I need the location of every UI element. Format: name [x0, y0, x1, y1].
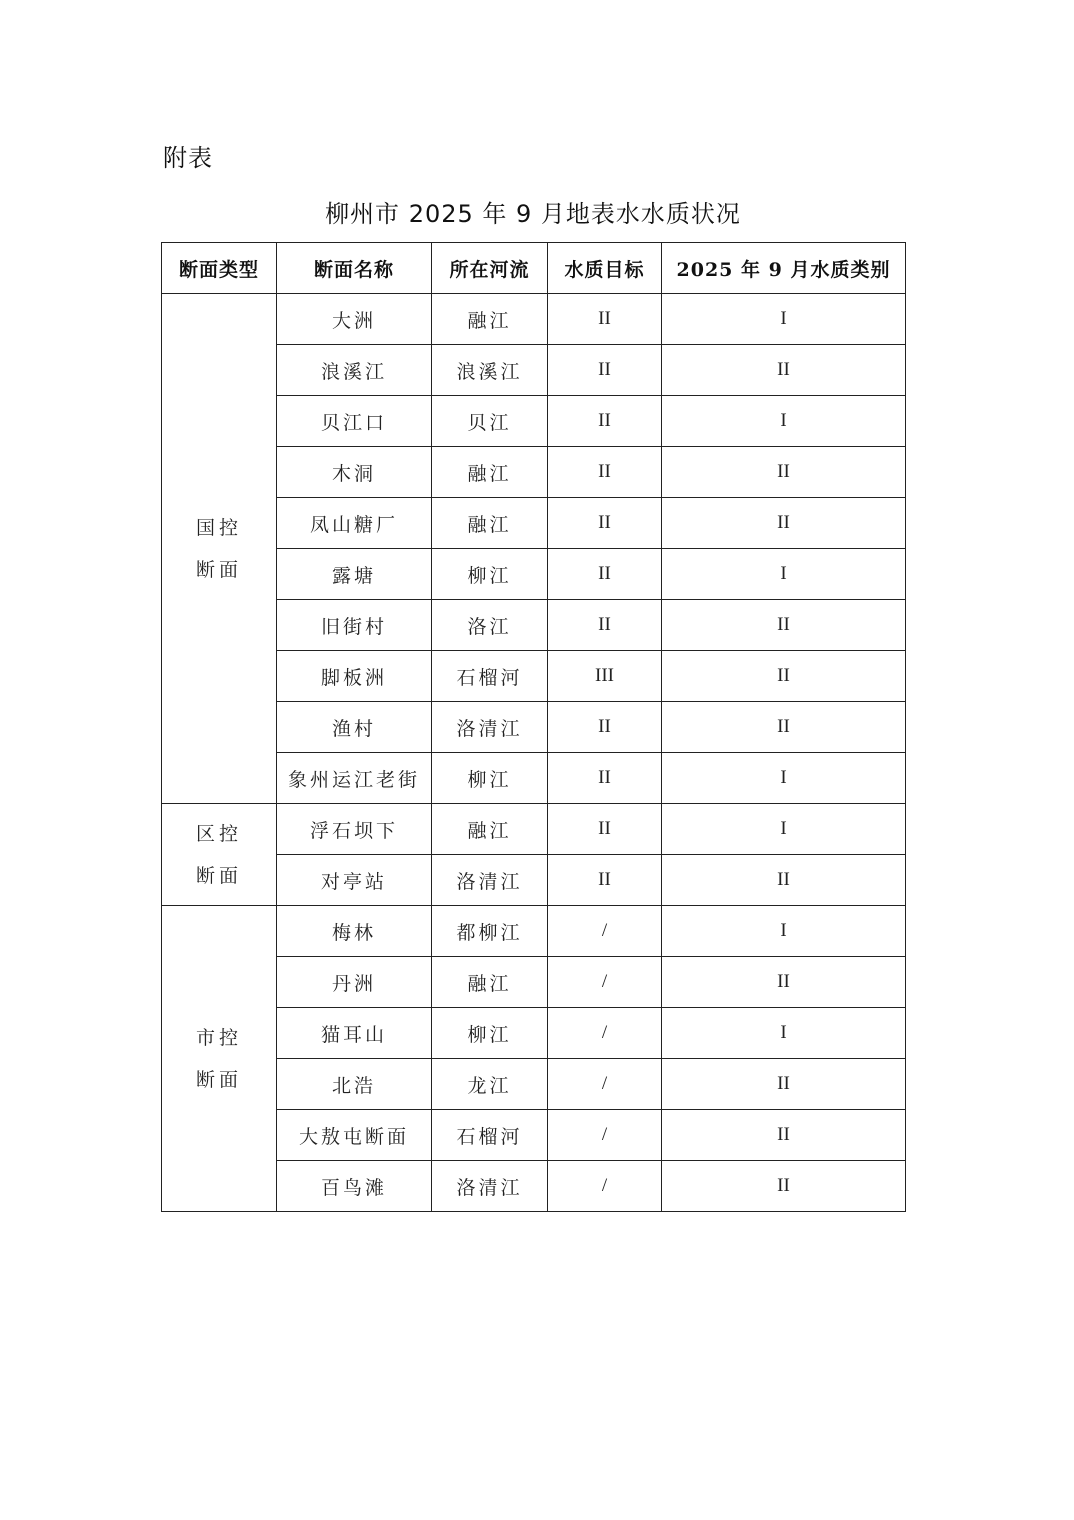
- quality-target-cell: II: [548, 447, 662, 498]
- section-name-cell: 贝江口: [277, 396, 432, 447]
- section-type-line: 断面: [195, 1068, 242, 1091]
- section-name-cell: 脚板洲: [277, 651, 432, 702]
- quality-target-cell: II: [548, 753, 662, 804]
- quality-target-cell: II: [548, 702, 662, 753]
- section-type-line: 断面: [195, 558, 242, 581]
- quality-category-cell: II: [662, 498, 906, 549]
- river-cell: 融江: [432, 498, 548, 549]
- river-cell: 龙江: [432, 1059, 548, 1110]
- quality-target-cell: II: [548, 855, 662, 906]
- river-cell: 贝江: [432, 396, 548, 447]
- section-name-cell: 猫耳山: [277, 1008, 432, 1059]
- table-body: [162, 294, 906, 1212]
- section-name-cell: 旧街村: [277, 600, 432, 651]
- quality-category-cell: II: [662, 957, 906, 1008]
- section-type-line: 国控: [195, 516, 242, 539]
- section-name-cell: 露塘: [277, 549, 432, 600]
- section-name-cell: 凤山糖厂: [277, 498, 432, 549]
- table-row: [162, 804, 906, 855]
- water-quality-table: [161, 242, 906, 1212]
- river-cell: 融江: [432, 804, 548, 855]
- quality-category-cell: I: [662, 906, 906, 957]
- section-type-cell: [162, 804, 277, 906]
- header-section-name: 断面名称: [277, 243, 432, 294]
- section-name-cell: 大洲: [277, 294, 432, 345]
- section-type-line: 市控: [195, 1026, 242, 1049]
- river-cell: 洛清江: [432, 855, 548, 906]
- river-cell: 洛清江: [432, 1161, 548, 1212]
- river-cell: 浪溪江: [432, 345, 548, 396]
- section-type-line: 断面: [195, 864, 242, 887]
- header-quality-category: 2025 年 9 月水质类别: [662, 243, 906, 294]
- quality-category-cell: II: [662, 651, 906, 702]
- quality-target-cell: /: [548, 1161, 662, 1212]
- quality-target-cell: II: [548, 549, 662, 600]
- quality-target-cell: /: [548, 1008, 662, 1059]
- river-cell: 柳江: [432, 753, 548, 804]
- section-name-cell: 丹洲: [277, 957, 432, 1008]
- attachment-label: 附表: [163, 144, 213, 172]
- quality-category-cell: I: [662, 549, 906, 600]
- river-cell: 柳江: [432, 1008, 548, 1059]
- quality-target-cell: II: [548, 804, 662, 855]
- table-header-row: [162, 243, 906, 294]
- quality-target-cell: /: [548, 1110, 662, 1161]
- header-quality-target: 水质目标: [548, 243, 662, 294]
- section-name-cell: 木洞: [277, 447, 432, 498]
- quality-target-cell: /: [548, 957, 662, 1008]
- quality-category-cell: II: [662, 447, 906, 498]
- quality-category-cell: I: [662, 294, 906, 345]
- quality-category-cell: II: [662, 1161, 906, 1212]
- quality-target-cell: II: [548, 396, 662, 447]
- section-name-cell: 象州运江老街: [277, 753, 432, 804]
- quality-target-cell: II: [548, 294, 662, 345]
- quality-category-cell: II: [662, 1059, 906, 1110]
- river-cell: 石榴河: [432, 1110, 548, 1161]
- document-title: 柳州市 2025 年 9 月地表水水质状况: [325, 200, 741, 228]
- river-cell: 融江: [432, 294, 548, 345]
- section-name-cell: 渔村: [277, 702, 432, 753]
- section-name-cell: 梅林: [277, 906, 432, 957]
- quality-target-cell: /: [548, 906, 662, 957]
- river-cell: 洛江: [432, 600, 548, 651]
- quality-category-cell: II: [662, 855, 906, 906]
- river-cell: 融江: [432, 447, 548, 498]
- section-name-cell: 对亭站: [277, 855, 432, 906]
- table-row: [162, 906, 906, 957]
- river-cell: 柳江: [432, 549, 548, 600]
- section-name-cell: 北浩: [277, 1059, 432, 1110]
- quality-target-cell: /: [548, 1059, 662, 1110]
- quality-target-cell: II: [548, 345, 662, 396]
- header-river: 所在河流: [432, 243, 548, 294]
- section-type-line: 区控: [195, 822, 242, 845]
- section-name-cell: 百鸟滩: [277, 1161, 432, 1212]
- header-section-type: 断面类型: [162, 243, 277, 294]
- quality-category-cell: II: [662, 702, 906, 753]
- quality-target-cell: III: [548, 651, 662, 702]
- quality-target-cell: II: [548, 498, 662, 549]
- quality-category-cell: II: [662, 1110, 906, 1161]
- section-name-cell: 浪溪江: [277, 345, 432, 396]
- section-type-cell: [162, 906, 277, 1212]
- table-row: [162, 294, 906, 345]
- quality-category-cell: I: [662, 1008, 906, 1059]
- section-name-cell: 浮石坝下: [277, 804, 432, 855]
- quality-category-cell: II: [662, 600, 906, 651]
- quality-category-cell: I: [662, 804, 906, 855]
- quality-target-cell: II: [548, 600, 662, 651]
- river-cell: 都柳江: [432, 906, 548, 957]
- quality-category-cell: I: [662, 396, 906, 447]
- river-cell: 融江: [432, 957, 548, 1008]
- quality-category-cell: I: [662, 753, 906, 804]
- river-cell: 石榴河: [432, 651, 548, 702]
- river-cell: 洛清江: [432, 702, 548, 753]
- section-type-cell: [162, 294, 277, 804]
- section-name-cell: 大敖屯断面: [277, 1110, 432, 1161]
- quality-category-cell: II: [662, 345, 906, 396]
